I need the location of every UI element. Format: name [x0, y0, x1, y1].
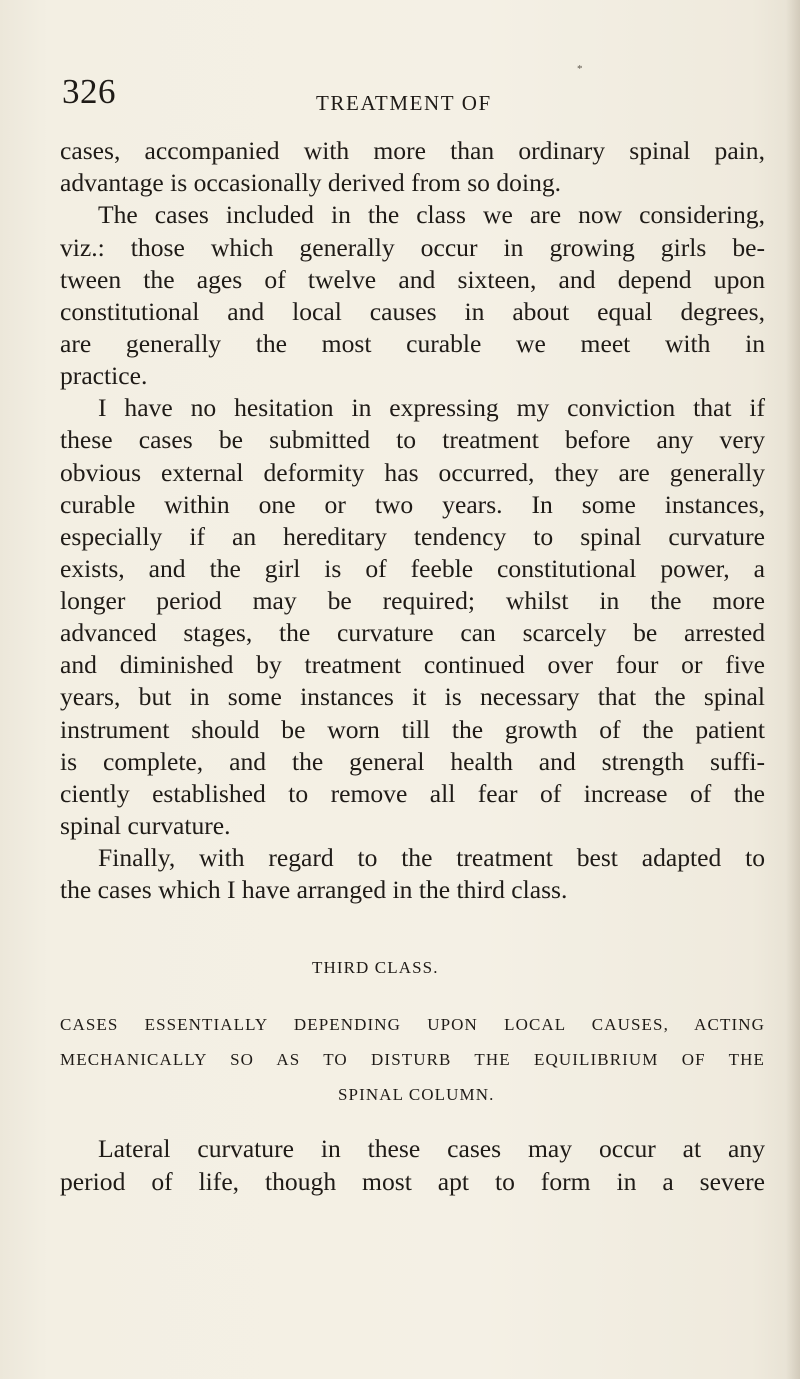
text-line: these cases be submitted to treatment before any very [60, 425, 765, 454]
text-line: and diminished by treatment continued over four or five [60, 650, 765, 679]
text-line: the cases which I have arranged in the third class. [60, 875, 568, 904]
text-line: I have no hesitation in expressing my conviction that if [98, 393, 765, 422]
page-number: 326 [62, 72, 116, 111]
marginal-mark: * [577, 63, 583, 75]
page-edge-shadow [786, 0, 800, 1379]
text-line: cases, accompanied with more than ordinary spinal pain, [60, 136, 765, 165]
text-line: exists, and the girl is of feeble constitutional power, a [60, 554, 765, 583]
text-line: are generally the most curable we meet with in [60, 329, 765, 358]
text-line: spinal curvature. [60, 811, 231, 840]
text-line: advantage is occasionally derived from so doing. [60, 168, 562, 197]
text-line: advanced stages, the curvature can scarcely be arrested [60, 618, 765, 647]
text-line: The cases included in the class we are now considering, [98, 200, 765, 229]
running-head: TREATMENT OF [316, 91, 492, 115]
subheading-line: CASES ESSENTIALLY DEPENDING UPON LOCAL CAUSES, ACTING [60, 1015, 765, 1034]
text-line: ciently established to remove all fear of increase of the [60, 779, 765, 808]
text-line: practice. [60, 361, 148, 390]
text-line: period of life, though most apt to form in a severe [60, 1167, 765, 1196]
section-heading: THIRD CLASS. [312, 958, 439, 977]
text-line: viz.: those which generally occur in growing girls be- [60, 233, 765, 262]
text-line: obvious external deformity has occurred, they are generally [60, 458, 765, 487]
text-line: curable within one or two years. In some instances, [60, 490, 765, 519]
text-line: Finally, with regard to the treatment best adapted to [98, 843, 765, 872]
subheading-line: MECHANICALLY SO AS TO DISTURB THE EQUILIBRIUM OF THE [60, 1050, 765, 1069]
text-line: is complete, and the general health and strength suffi- [60, 747, 765, 776]
text-line: years, but in some instances it is necessary that the spinal [60, 682, 765, 711]
text-line: especially if an hereditary tendency to spinal curvature [60, 522, 765, 551]
text-line: constitutional and local causes in about equal degrees, [60, 297, 765, 326]
text-line: Lateral curvature in these cases may occur at any [98, 1134, 765, 1163]
text-line: longer period may be required; whilst in the more [60, 586, 765, 615]
text-line: tween the ages of twelve and sixteen, and depend upon [60, 265, 765, 294]
text-line: instrument should be worn till the growth of the patient [60, 715, 765, 744]
subheading-line: SPINAL COLUMN. [338, 1085, 495, 1104]
